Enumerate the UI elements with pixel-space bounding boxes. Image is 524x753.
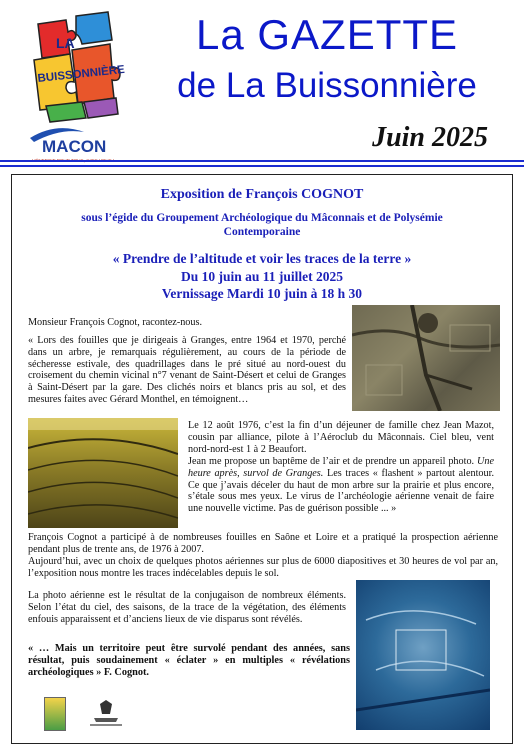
paragraph-2b-start: Jean me propose un baptême de l’air et de prendre un appareil photo. [188,456,478,467]
paragraph-1: « Lors des fouilles que je dirigeais à Granges, entre 1964 et 1970, perché dans un arbre, je remarquais régulièrement, au cours de la période de sécheresse estivale, des quadrillages dans le pré situé au nord-ouest du croisement du chemin vicinal n°7 venant de Saint-Désert et celui de Granges à Saint-Désert par la gare. Des clichés noirs et blancs pris au sol, et des mesures faites avec Gérard Monthel, en témoignent… [28,335,346,405]
header-rule-bottom [0,165,524,167]
article-heading: Exposition de François COGNOT [160,187,364,202]
partner-logo-polysemie [44,697,66,731]
closing-quote: « … Mais un territoire peut être survolé pendant des années, sans résultat, puis soudainement « éclater » en multiples « révélations archéologiques » F. Cognot. [28,643,350,678]
vernissage-date: Vernissage Mardi 10 juin à 18 h 30 [161,286,363,301]
macon-logo-text: MACON [42,137,107,156]
aerial-photo-blue-field [356,580,490,730]
gazette-title: La GAZETTE [195,11,459,58]
article-subheading: sous l’égide du Groupement Archéologique du Mâconnais et de Polysémie Contemporaine [81,212,443,238]
issue-date: Juin 2025 [372,122,488,153]
paragraph-2b [188,456,494,515]
paragraph-4: Aujourd’hui, avec un choix de quelques photos aériennes sur plus de 6000 diapositives et 30 heures de vol par an, l’exposition nous montre les traces indécelables depuis le sol. [28,556,498,579]
la-buissonniere-logo [26,10,134,165]
logo-puzzle-text-buissonniere: BUISSONNIÈRE [37,63,126,85]
paragraph-2b-end: Les traces « flashent » partout alentour. Ce que j’avais déceler du haut de mon arbre sur la prairie et plus encore, s’étale sous mes yeux. Le virus de l’archéologie aérienne venait de faire une nouvelle victime. Pas de guérison possible ... » [188,467,494,515]
paragraph-2a: Le 12 août 1976, c’est la fin d’un déjeuner de famille chez Jean Mazot, cousin par alliance, pilote à l’Aéroclub du Mâconnais. Ciel bleu, vent nord-nord-est 1 à 2 Beaufort. [188,420,494,455]
intro-text: Monsieur François Cognot, racontez-nous. [28,317,203,328]
paragraph-2b-italic: Une heure après, survol de Granges. [188,456,494,479]
exhibition-dates: Du 10 juin au 11 juillet 2025 [180,269,344,284]
airplane-wing-photo [28,418,178,528]
header-rule-top [0,160,524,162]
aerial-photo-crop-marks [352,305,500,411]
paragraph-3: François Cognot a participé à de nombreuses fouilles en Saône et Loire et a pratiqué la prospection aérienne pendant plus de trente ans, de 1976 à 2007. [28,532,498,555]
article-tagline: « Prendre de l’altitude et voir les traces de la terre » [112,251,412,266]
logo-puzzle-text-la: LA [56,35,75,51]
gazette-subtitle: de La Buissonnière [177,66,477,105]
partner-logo-groupement-archeologique [86,700,126,728]
paragraph-5: La photo aérienne est le résultat de la conjugaison de nombreux éléments. Selon l’état du ciel, des saisons, de la trace de la végétation, des éléments enfouis apparaissent et d’anciens lieux de vie disparus sont révélés. [28,590,346,625]
